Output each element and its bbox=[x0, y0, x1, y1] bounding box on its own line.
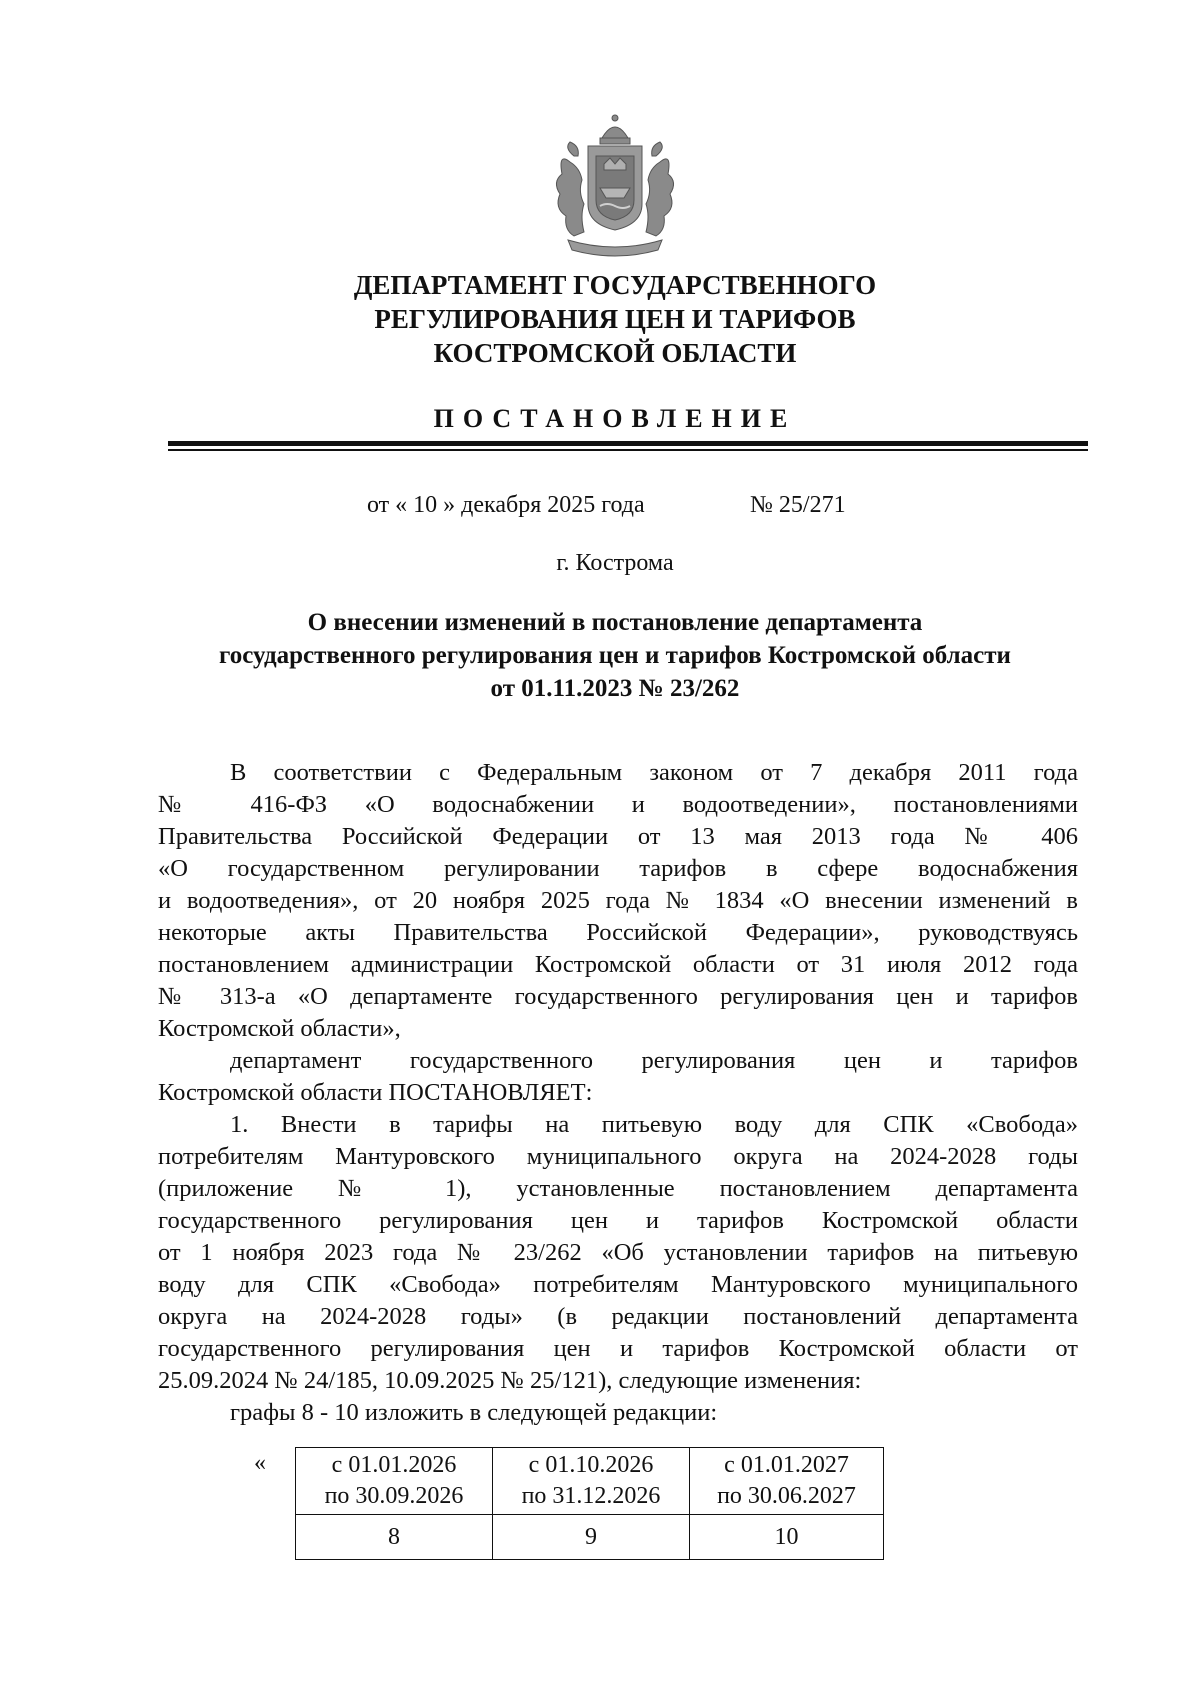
body-line: воду для СПК «Свобода» потребителям Мантуровского муниципального bbox=[158, 1271, 1078, 1298]
body-line: постановлением администрации Костромской области от 31 июля 2012 года bbox=[158, 951, 1078, 978]
body-line: «О государственном регулировании тарифов в сфере водоснабжения bbox=[158, 855, 1078, 882]
body-line: 25.09.2024 № 24/185, 10.09.2025 № 25/121), следующие изменения: bbox=[158, 1367, 862, 1394]
body-line: от 1 ноября 2023 года № 23/262 «Об установлении тарифов на питьевую bbox=[158, 1239, 1078, 1266]
body-line: 1. Внести в тарифы на питьевую воду для СПК «Свобода» bbox=[230, 1111, 1078, 1138]
period-to: по 30.06.2027 bbox=[717, 1483, 856, 1509]
body-line: В соответствии с Федеральным законом от 7 декабря 2011 года bbox=[230, 759, 1078, 786]
document-body bbox=[158, 757, 1078, 1429]
period-to: по 30.09.2026 bbox=[324, 1483, 464, 1509]
tariff-columns-table bbox=[295, 1447, 884, 1560]
date-number-line bbox=[367, 492, 846, 519]
subject-line: О внесении изменений в постановление департамента bbox=[307, 609, 923, 636]
body-line: (приложение № 1), установленные постановлением департамента bbox=[158, 1175, 1078, 1202]
body-line: некоторые акты Правительства Российской Федерации», руководствуясь bbox=[158, 919, 1078, 946]
table-cell-period bbox=[690, 1448, 884, 1515]
department-name bbox=[150, 268, 1080, 370]
body-line: № 313-а «О департаменте государственного регулирования цен и тарифов bbox=[158, 983, 1078, 1010]
subject-line: от 01.11.2023 № 23/262 bbox=[490, 675, 740, 702]
table-cell-column-number: 9 bbox=[493, 1515, 690, 1560]
body-line: Правительства Российской Федерации от 13 мая 2013 года № 406 bbox=[158, 823, 1078, 850]
table-cell-period bbox=[493, 1448, 690, 1515]
body-line: округа на 2024-2028 годы» (в редакции постановлений департамента bbox=[158, 1303, 1078, 1330]
body-line: графы 8 - 10 изложить в следующей редакции: bbox=[230, 1399, 718, 1426]
subject-line: государственного регулирования цен и тарифов Костромской области bbox=[219, 642, 1011, 669]
body-line: и водоотведения», от 20 ноября 2025 года № 1834 «О внесении изменений в bbox=[158, 887, 1078, 914]
city: г. Кострома bbox=[556, 550, 674, 576]
body-line: Костромской области», bbox=[158, 1015, 401, 1042]
department-name-line: КОСТРОМСКОЙ ОБЛАСТИ bbox=[433, 338, 797, 368]
opening-quote: « bbox=[254, 1450, 266, 1476]
department-name-line: ДЕПАРТАМЕНТ ГОСУДАРСТВЕННОГО bbox=[353, 270, 877, 300]
table-cell-period bbox=[296, 1448, 493, 1515]
period-from: с 01.10.2026 bbox=[528, 1452, 654, 1478]
document-date: от « 10 » декабря 2025 года bbox=[367, 492, 645, 518]
header-divider-thick bbox=[168, 441, 1088, 446]
period-to: по 31.12.2026 bbox=[521, 1483, 661, 1509]
coat-of-arms-emblem bbox=[540, 112, 690, 262]
period-from: с 01.01.2027 bbox=[724, 1452, 849, 1478]
table-cell-column-number: 10 bbox=[690, 1515, 884, 1560]
document-type-title: ПОСТАНОВЛЕНИЕ bbox=[433, 404, 797, 433]
body-line: государственного регулирования цен и тарифов Костромской области от bbox=[158, 1335, 1078, 1362]
document-number: № 25/271 bbox=[750, 492, 846, 518]
header-divider-thin bbox=[168, 449, 1088, 451]
body-line: департамент государственного регулирования цен и тарифов bbox=[230, 1047, 1078, 1074]
table-row bbox=[296, 1448, 884, 1515]
body-line: Костромской области ПОСТАНОВЛЯЕТ: bbox=[158, 1079, 593, 1106]
document-subject bbox=[150, 606, 1080, 705]
table-cell-column-number: 8 bbox=[296, 1515, 493, 1560]
department-name-line: РЕГУЛИРОВАНИЯ ЦЕН И ТАРИФОВ bbox=[374, 304, 856, 334]
body-line: потребителям Мантуровского муниципального округа на 2024-2028 годы bbox=[158, 1143, 1078, 1170]
period-from: с 01.01.2026 bbox=[331, 1452, 457, 1478]
body-line: государственного регулирования цен и тарифов Костромской области bbox=[158, 1207, 1078, 1234]
body-line: № 416-ФЗ «О водоснабжении и водоотведении», постановлениями bbox=[158, 791, 1078, 818]
table-row bbox=[296, 1515, 884, 1560]
